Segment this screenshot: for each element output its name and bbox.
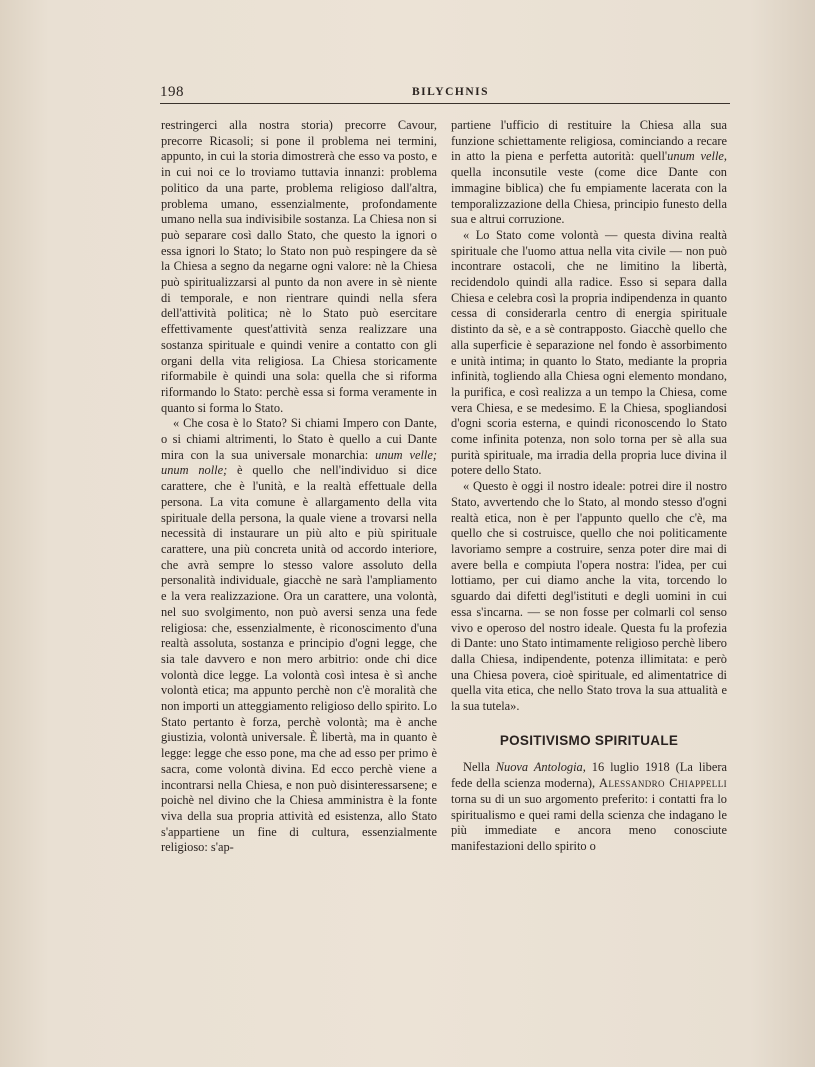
right-column	[451, 118, 727, 855]
left-column	[161, 118, 437, 856]
text-run: Nella	[463, 760, 496, 775]
paragraph	[451, 760, 727, 854]
page-number: 198	[160, 84, 184, 100]
running-head: BILYCHNIS	[412, 86, 489, 98]
paragraph	[161, 416, 437, 856]
paragraph	[451, 118, 727, 228]
author-name: Alessandro Chiappelli	[598, 776, 727, 791]
text-run: torna su di un suo argomento preferito: i contatti fra lo spiritualismo e quei rami della scienza che indagano le più immediate e ancora meno conosciute manifestazioni dello spirito o	[451, 791, 727, 853]
text-run: « Che cosa è lo Stato? Si chiami Impero con Dante, o si chiami altrimenti, lo Stato è quello a cui Dante mira con la sua universale monarchia:	[161, 416, 437, 462]
paragraph: « Questo è oggi il nostro ideale: potrei dire il nostro Stato, avvertendo che lo Stato, al mondo stesso d'ogni realtà etica, non è per l'appunto quello che c'è, ma quello che si costruisce, quello che noi politicamente lavoriamo sempre a costruire, senza poter dire mai di avere bella e compiuta l'opera nostra: l'idea, per cui lottiamo, per cui diamo anche la vita, torcendo lo sguardo dai difetti degl'istituti e degli uomini in cui essa s'incarna. — se non fosse per colmarli col senso vivo e operoso del nostro ideale. Questa fu la profezia di Dante: uno Stato intimamente religioso perchè libero dalla Chiesa, indipendente, potenza illimitata: e però una Chiesa povera, cioè spirituale, ed alimentatrice di quella vita etica, che nello Stato trova la sua attualità e la sua tutela».	[451, 479, 727, 714]
text-run: è quello che nell'individuo si dice carattere, che è l'unità, e la realtà effettuale della persona. La vita comune è allargamento della vita spirituale della persona, la quale viene a trovarsi nella necessità di instaurare un più alto e più spirituale carattere, una più concreta unità od accordo interiore, che avrà sempre lo stesso valore assoluto della personalità individuale, giacchè ne sarà l'ampliamento e la vera realizzazione. Ora un carattere, una volontà, nel suo svolgimento, non può aversi senza una fede religiosa: che, essenzialmente, è riconoscimento d'una realtà assoluta, sostanza e principio d'ogni legge, che sia tale davvero e non mero arbitrio: onde chi dice volontà dice legge. La volontà così intesa è sì anche volontà etica; ma appunto perchè non c'è moralità che non importi un atteggiamento religioso dello spirito. Lo Stato pertanto è forza, perchè volontà; ma è anche giustizia, volontà universale. È libertà, ma in quanto è legge: legge che esso pone, ma che ad esso per primo è sacra, come volontà divina. Ed ecco perchè viene a incontrarsi nella Chiesa, e non può disinteressarsene; e poichè nel divino che la Chiesa amministra è la fonte viva della sua propria attività ed esistenza, allo Stato s'appartiene un fine di cultura, essenzialmente religioso: s'ap-	[161, 463, 437, 855]
latin-quote: unum velle,	[667, 149, 727, 164]
paragraph: restringerci alla nostra storia) precorre Cavour, precorre Ricasoli; si pone il problema nei termini, appunto, in cui la storia dimostrerà che esso va posto, e in cui noi ce lo troviamo tuttavia innanzi: problema politico da una parte, problema religioso dall'altra, problema umano, essenzialmente, profondamente umano nella sua indivisibile sostanza. La Chiesa non si può separare così dallo Stato, che questo la ignori o essa ignori lo Stato; lo Stato non può respingere da sè la Chiesa a segno da negarne ogni valore: nè la Chiesa può spiritualizzarsi al punto da non avere in sè niente di temporale, e non rientrare quindi nella sfera dell'attività politica; nè lo Stato può esercitare effettivamente quest'attività senza realizzare una sostanza spirituale e quindi venire a contatto con gli organi della vita religiosa. La Chiesa storicamente riformabile è quindi una sola: quella che si riforma riformando lo Stato: perchè essa si forma veramente in quanto si forma lo Stato.	[161, 118, 437, 415]
paragraph: « Lo Stato come volontà — questa divina realtà spirituale che l'uomo attua nella vita civile — non può incontrare ostacoli, che ne limitino la libertà, recidendolo quindi alla radice. Esso si separa dalla Chiesa e celebra così la propria indipendenza in quanto cessa di considerarla centro di energia spirituale distinto da sè, e a sè contrapposto. Giacchè quello che alla superficie è separazione nel fondo è assorbimento e unità intima; in quanto lo Stato, mediante la propria infinità, togliendo alla Chiesa ogni elemento mondano, la purifica, e così realizza a un tempo la Chiesa, come vera Chiesa, e se medesimo. E la Chiesa, spogliandosi d'ogni scoria esterna, e quindi riconoscendo lo Stato come infinita potenza, non solo torna per sè alla sua purità spirituale, ma irradia della propria luce divina il potere dello Stato.	[451, 227, 727, 478]
text-run: quella inconsutile veste (come dice Dante con immagine biblica) che fu empiamente lacerata con la temporalizzazione della Chiesa, principio funesto della sua e altrui corruzione.	[451, 165, 727, 227]
journal-title: Nuova Antologia,	[495, 760, 586, 775]
page-header	[160, 84, 730, 102]
text-run: 16 luglio 1918 (La libera fede della scienza moderna),	[451, 760, 727, 791]
text-run: partiene l'ufficio di restituire la Chiesa alla sua funzione schiettamente religiosa, cominciando a recare in atto la piena e perfetta autorità: quell'	[451, 118, 727, 164]
latin-quote: unum velle; unum nolle;	[161, 447, 437, 478]
header-rule	[160, 103, 730, 104]
section-title: POSITIVISMO SPIRITUALE	[499, 732, 679, 748]
